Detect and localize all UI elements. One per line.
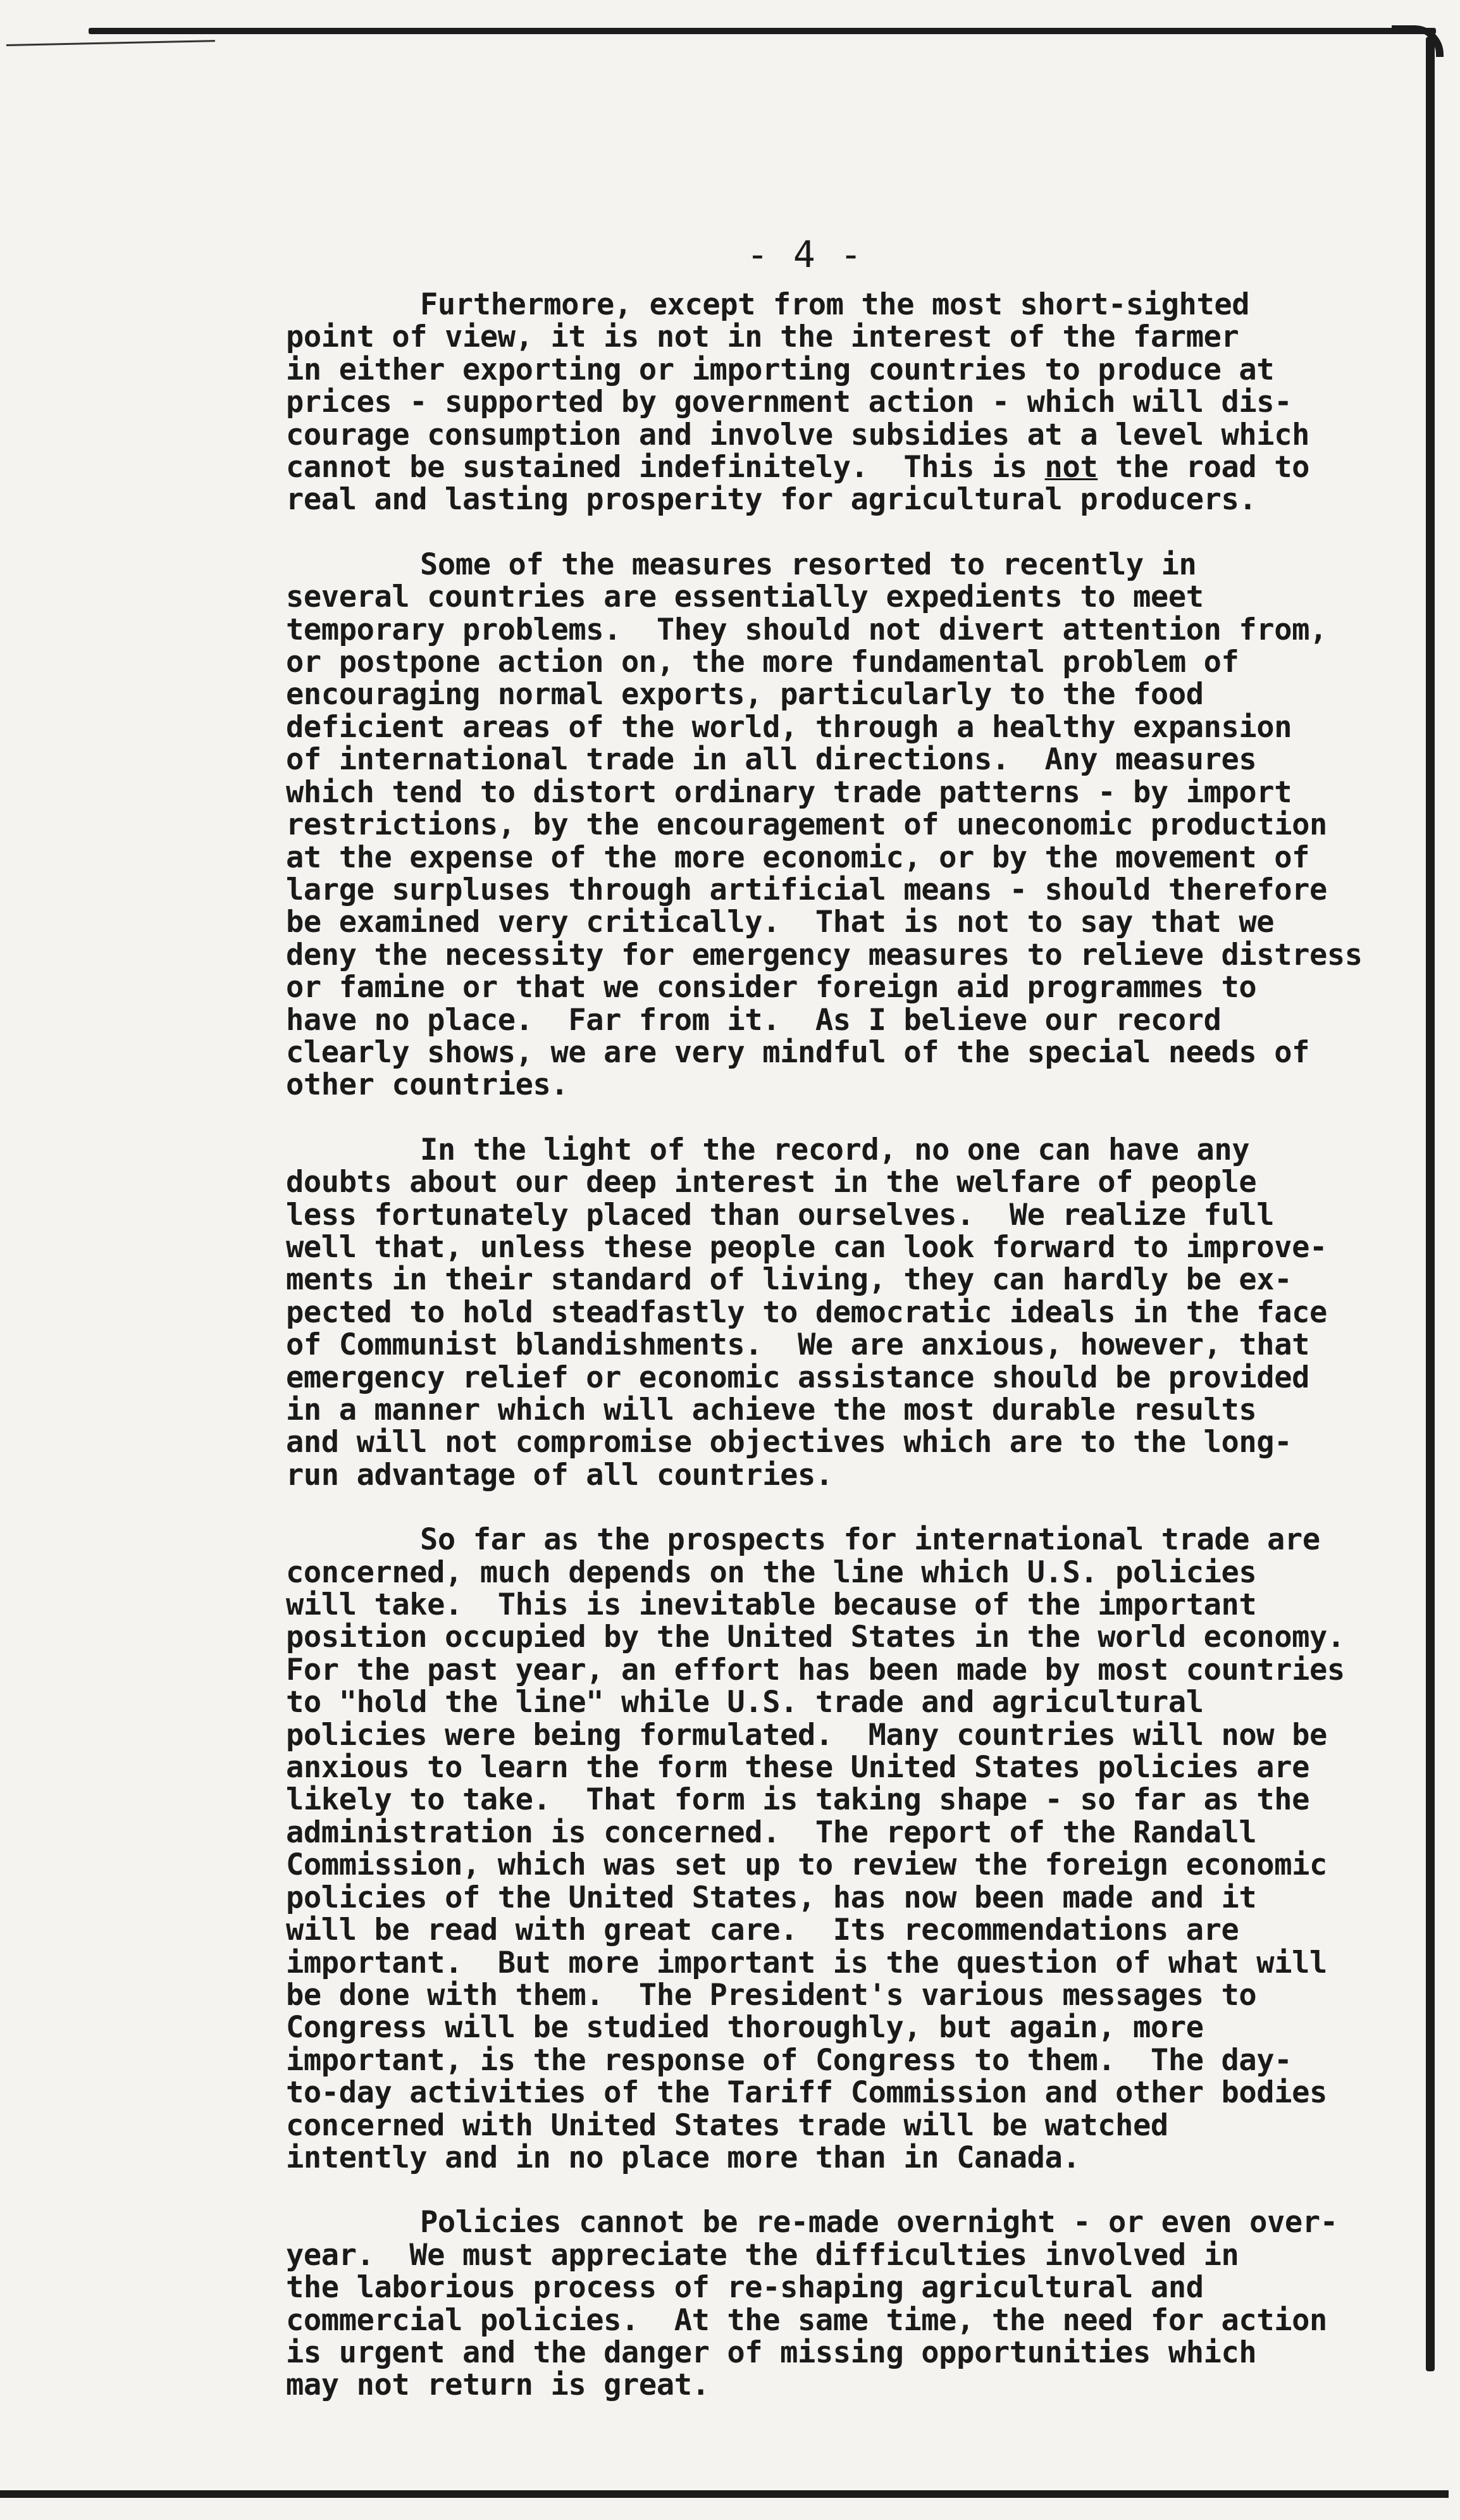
text-line: doubts about our deep interest in the welfare of people [286,1165,1257,1200]
paragraph-5 [286,2206,1412,2401]
page-number: - 4 - [746,233,863,276]
text-line: may not return is great. [286,2368,710,2403]
paragraph-3 [286,1134,1412,1491]
text-line: is urgent and the danger of missing opportunities which [286,2335,1257,2370]
text-line: at the expense of the more economic, or by the movement of [286,840,1309,875]
bottom-border-rule [0,2490,1449,2498]
text-line: well that, unless these people can look forward to improve- [286,1229,1327,1265]
text-line: administration is concerned. The report of the Randall [286,1815,1257,1850]
text-line: commercial policies. At the same time, the need for action [286,2302,1327,2338]
top-border-rule [89,28,1436,34]
text-line: have no place. Far from it. As I believe our record [286,1002,1222,1038]
text-line: important, is the response of Congress to them. The day- [286,2042,1292,2078]
text-line: large surpluses through artificial means - should therefore [286,872,1327,907]
text-line: run advantage of all countries. [286,1457,833,1493]
text-line: For the past year, an effort has been made by most countries [286,1652,1345,1687]
text-line: courage consumption and involve subsidies at a level which [286,417,1309,452]
text-line: in either exporting or importing countries to produce at [286,352,1275,387]
text-line: prices - supported by government action - which will dis- [286,385,1292,420]
text-line: deny the necessity for emergency measures to relieve distress [286,937,1363,972]
text-line: the laborious process of re-shaping agricultural and [286,2270,1204,2306]
text-line: be done with them. The President's various messages to [286,1977,1257,2013]
text-line: likely to take. That form is taking shape - so far as the [286,1782,1309,1818]
text-line: year. We must appreciate the difficulties involved in [286,2237,1239,2273]
text-line: Some of the measures resorted to recently in [420,547,1197,582]
text-line: pected to hold steadfastly to democratic ideals in the face [286,1294,1327,1330]
text-line: So far as the prospects for international trade are [420,1522,1320,1558]
text-line: restrictions, by the encouragement of uneconomic production [286,807,1327,843]
paragraph-4 [286,1524,1412,2174]
text-line-with-underline: cannot be sustained indefinitely. This is not the road to [286,450,1310,485]
text-line: real and lasting prosperity for agricultural producers. [286,482,1257,518]
text-line: will be read with great care. Its recommendations are [286,1913,1239,1948]
text-line: important. But more important is the question of what will [286,1945,1327,1980]
text-line: concerned, much depends on the line which U.S. policies [286,1555,1257,1590]
text-line: Commission, which was set up to review the foreign economic [286,1847,1327,1883]
text-line: position occupied by the United States in the world economy. [286,1620,1345,1655]
text-line: to "hold the line" while U.S. trade and agricultural [286,1685,1204,1720]
text-line: emergency relief or economic assistance should be provided [286,1360,1309,1395]
text-line: less fortunately placed than ourselves. We realize full [286,1197,1275,1232]
text-line: Furthermore, except from the most short-sighted [420,287,1250,322]
text-line: of Communist blandishments. We are anxious, however, that [286,1327,1309,1363]
right-border-rule [1426,37,1435,2371]
text-line: concerned with United States trade will be watched [286,2107,1168,2143]
text-line: clearly shows, we are very mindful of the special needs of [286,1034,1309,1070]
text-line: intently and in no place more than in Canada. [286,2140,1080,2175]
text-line: or postpone action on, the more fundamental problem of [286,645,1239,680]
text-line: ments in their standard of living, they can hardly be ex- [286,1262,1292,1298]
text-line: in a manner which will achieve the most durable results [286,1393,1257,1427]
text-line: several countries are essentially expedients to meet [286,580,1204,615]
top-left-scan-line [6,40,215,46]
text-line: temporary problems. They should not divert attention from, [286,612,1327,647]
text-line: be examined very critically. That is not to say that we [286,905,1275,940]
underlined-word: not [1044,450,1098,485]
text-line: which tend to distort ordinary trade patterns - by import [286,774,1292,810]
text-line: of international trade in all directions. Any measures [286,742,1257,778]
text-line: point of view, it is not in the interest of the farmer [286,320,1239,355]
text-line: and will not compromise objectives which are to the long- [286,1425,1292,1460]
text-line: policies were being formulated. Many countries will now be [286,1717,1327,1753]
text-line: In the light of the record, no one can have any [420,1132,1250,1167]
text-line: or famine or that we consider foreign aid programmes to [286,970,1257,1005]
text-line: anxious to learn the form these United States policies are [286,1750,1309,1785]
paragraph-1 [286,289,1412,516]
text-line: Policies cannot be re-made overnight - or even over- [420,2205,1338,2240]
text-line: to-day activities of the Tariff Commission and other bodies [286,2075,1327,2111]
text-line: Congress will be studied thoroughly, but again, more [286,2010,1204,2045]
text-line: deficient areas of the world, through a healthy expansion [286,709,1292,745]
text-line: will take. This is inevitable because of the important [286,1587,1257,1623]
paragraph-2 [286,549,1412,1102]
text-line: other countries. [286,1067,569,1103]
document-body [286,289,1412,2434]
text-line: encouraging normal exports, particularly to the food [286,677,1204,712]
text-line: policies of the United States, has now been made and it [286,1880,1257,1915]
